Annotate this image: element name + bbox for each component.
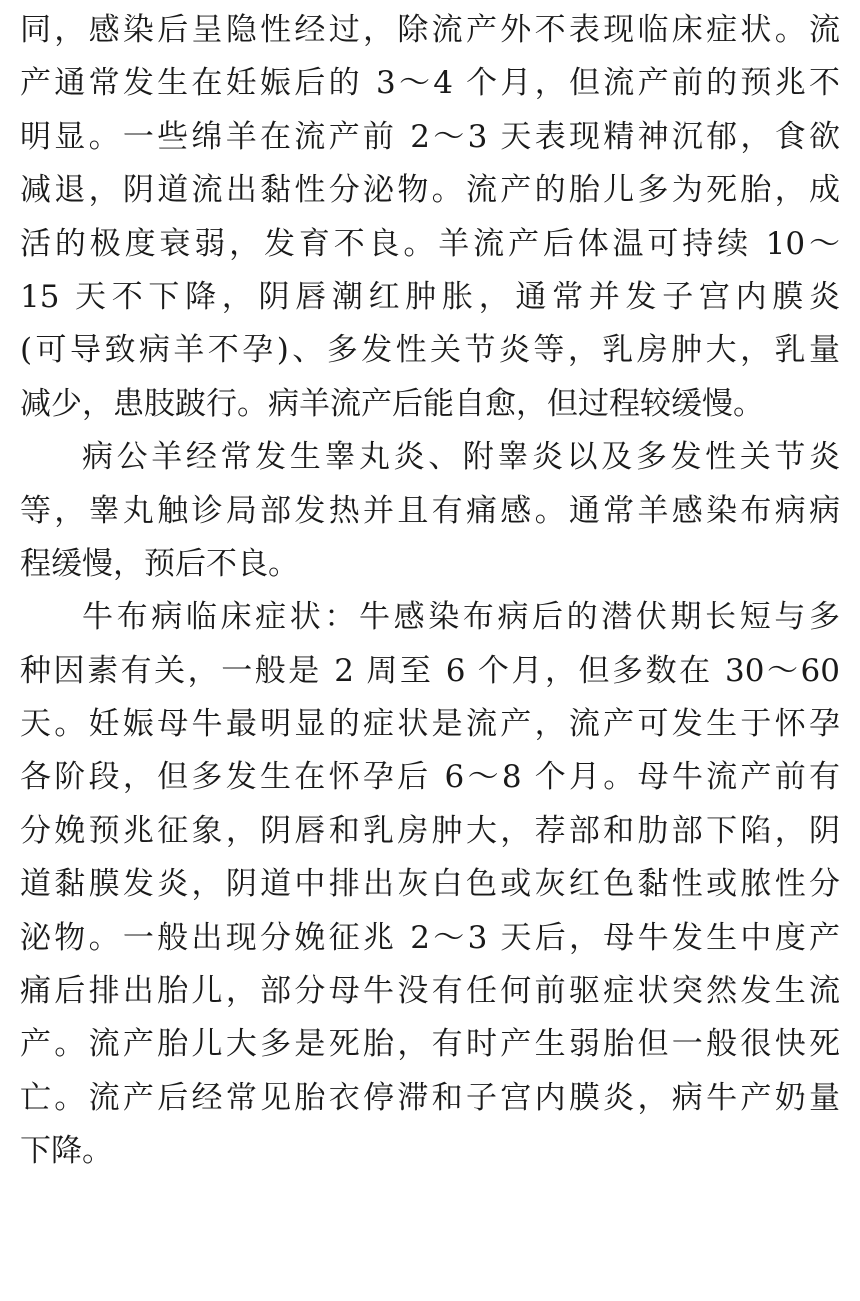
- text-line: 15 天不下降，阴唇潮红肿胀，通常并发子宫内膜炎: [20, 278, 840, 315]
- article-body: [20, 4, 840, 1179]
- text-line: 程缓慢，预后不良。: [20, 545, 299, 582]
- text-line: 减少，患肢跛行。病羊流产后能自愈，但过程较缓慢。: [20, 385, 764, 422]
- text-line: 下降。: [20, 1133, 113, 1170]
- text-line: 减退，阴道流出黏性分泌物。流产的胎儿多为死胎，成: [20, 172, 840, 209]
- text-line: 牛布病临床症状：牛感染布病后的潜伏期长短与多: [82, 599, 840, 636]
- text-line: 各阶段，但多发生在怀孕后 6～8 个月。母牛流产前有: [20, 759, 840, 796]
- text-line: 产通常发生在妊娠后的 3～4 个月，但流产前的预兆不: [20, 65, 840, 102]
- text-line: 分娩预兆征象，阴唇和乳房肿大，荐部和肋部下陷，阴: [20, 812, 840, 849]
- text-line: 病公羊经常发生睾丸炎、附睾炎以及多发性关节炎: [82, 439, 840, 476]
- text-line: 活的极度衰弱，发育不良。羊流产后体温可持续 10～: [20, 225, 840, 262]
- text-line: 道黏膜发炎，阴道中排出灰白色或灰红色黏性或脓性分: [20, 866, 840, 903]
- text-line: 泌物。一般出现分娩征兆 2～3 天后，母牛发生中度产: [20, 919, 840, 956]
- text-line: 种因素有关，一般是 2 周至 6 个月，但多数在 30～60: [20, 652, 840, 689]
- text-line: 痛后排出胎儿，部分母牛没有任何前驱症状突然发生流: [20, 973, 840, 1010]
- text-line: 明显。一些绵羊在流产前 2～3 天表现精神沉郁，食欲: [20, 118, 840, 155]
- text-line: 亡。流产后经常见胎衣停滞和子宫内膜炎，病牛产奶量: [20, 1079, 840, 1116]
- text-line: 同，感染后呈隐性经过，除流产外不表现临床症状。流: [20, 12, 840, 48]
- text-line: 等，睾丸触诊局部发热并且有痛感。通常羊感染布病病: [20, 492, 840, 529]
- text-line: 产。流产胎儿大多是死胎，有时产生弱胎但一般很快死: [20, 1026, 840, 1063]
- text-line: (可导致病羊不孕)、多发性关节炎等，乳房肿大，乳量: [20, 332, 840, 369]
- text-line: 天。妊娠母牛最明显的症状是流产，流产可发生于怀孕: [20, 706, 840, 743]
